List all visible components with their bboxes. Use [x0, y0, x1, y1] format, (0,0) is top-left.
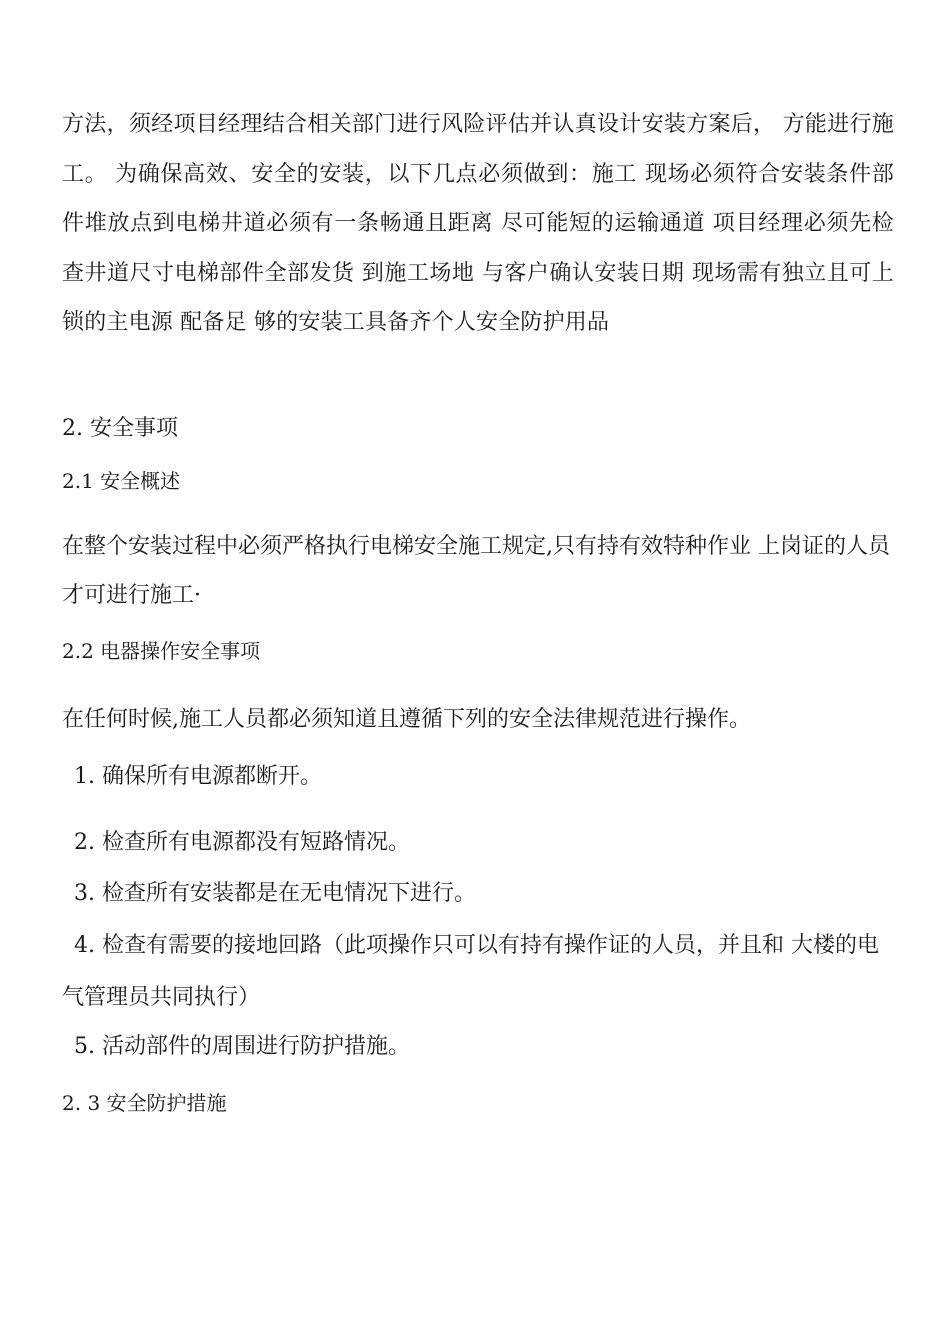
section-2-3-heading: 2. 3 安全防护措施: [62, 1091, 227, 1115]
list-item: 1. 确保所有电源都断开。: [74, 764, 322, 789]
section-2-2-heading: 2.2 电器操作安全事项: [62, 639, 261, 663]
section-2-2-paragraph: 在任何时候,施工人员都必须知道且遵循下列的安全法律规范进行操作。: [62, 707, 751, 732]
list-item: 2. 检查所有电源都没有短路情况。: [74, 830, 410, 855]
list-item: 4. 检查有需要的接地回路（此项操作只可以有持有操作证的人员，并且和 大楼的电气管理员共同执行）: [62, 933, 879, 1010]
section-2-heading: 2. 安全事项: [62, 416, 178, 441]
section-2-1-paragraph: 在整个安装过程中必须严格执行电梯安全施工规定,只有持有效特种作业 上岗证的人员才可进行施工·: [62, 534, 890, 608]
list-item: 3. 检查所有安装都是在无电情况下进行。: [74, 881, 476, 906]
intro-paragraph: 方法，须经项目经理结合相关部门进行风险评估并认真设计安装方案后， 方能进行施工。 为确保高效、安全的安装，以下几点必须做到：施工 现场必须符合安装条件部件堆放点到电梯井道必须有一条畅通且距离 尽可能短的运输通道 项目经理必须先检查井道尺寸电梯部件全部发货 到施工场地 与客户确认安装日期 现场需有独立且可上锁的主电源 配备足 够的安装工具备齐个人安全防护用品: [62, 112, 894, 335]
list-item: 5. 活动部件的周围进行防护措施。: [74, 1034, 410, 1059]
section-2-1-heading: 2.1 安全概述: [62, 469, 181, 493]
